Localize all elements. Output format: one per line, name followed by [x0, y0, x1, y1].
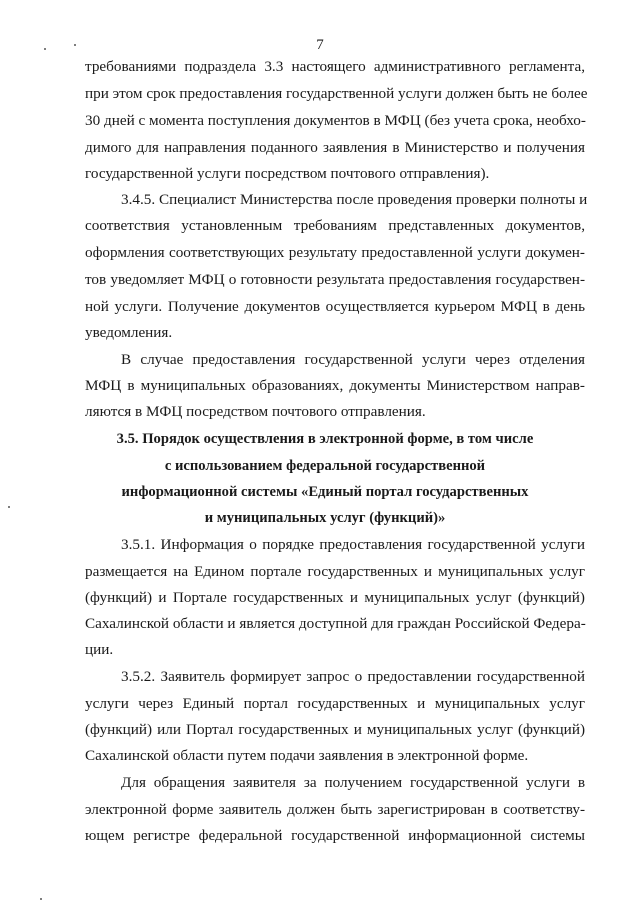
scan-speck — [8, 506, 10, 508]
text-line: требованиями подраздела 3.3 настоящего административного регламента, — [85, 58, 585, 75]
text-line: уведомления. — [85, 324, 173, 341]
text-line: ции. — [85, 641, 114, 658]
text-line: димого для направления поданного заявления в Министерство и получения — [85, 139, 585, 156]
text-line: Сахалинской области и является доступной для граждан Российской Федера- — [85, 615, 586, 632]
text-line: В случае предоставления государственной услуги через отделения — [121, 351, 585, 368]
text-line: государственной услуги посредством почтового отправления). — [85, 165, 490, 182]
text-line: при этом срок предоставления государственной услуги должен быть не более — [85, 85, 588, 102]
text-line: электронной форме заявитель должен быть зарегистрирован в соответству- — [85, 801, 585, 818]
scan-speck — [40, 898, 42, 900]
scan-speck — [44, 48, 46, 50]
section-heading-line: с использованием федеральной государственной — [164, 458, 486, 474]
text-line: ной услуги. Получение документов осуществляется курьером МФЦ в день — [85, 298, 585, 315]
text-line: соответствия установленным требованиям представленных документов, — [85, 217, 585, 234]
text-line: Сахалинской области путем подачи заявления в электронной форме. — [85, 747, 529, 764]
text-line: тов уведомляет МФЦ о готовности результата предоставления государствен- — [85, 271, 585, 288]
text-line: 3.5.1. Информация о порядке предоставления государственной услуги — [121, 536, 585, 553]
text-line: МФЦ в муниципальных образованиях, документы Министерством направ- — [85, 377, 585, 394]
text-line: ющем регистре федеральной государственной информационной системы — [85, 827, 585, 844]
section-heading-line: и муниципальных услуг (функций)» — [204, 510, 446, 526]
text-line: Для обращения заявителя за получением государственной услуги в — [121, 774, 585, 791]
section-heading-line: информационной системы «Единый портал государственных — [121, 484, 529, 500]
page-number: 7 — [316, 37, 324, 53]
scan-speck — [74, 44, 76, 46]
text-line: (функций) или Портал государственных и муниципальных услуг (функций) — [85, 721, 585, 738]
section-heading-line: 3.5. Порядок осуществления в электронной форме, в том числе — [116, 431, 534, 447]
text-line: оформления соответствующих результату предоставленной услуги докумен- — [85, 244, 585, 261]
text-line: 3.5.2. Заявитель формирует запрос о предоставлении государственной — [121, 668, 585, 685]
text-line: услуги через Единый портал государственных и муниципальных услуг — [85, 695, 585, 712]
text-line: 30 дней с момента поступления документов в МФЦ (без учета срока, необхо- — [85, 112, 586, 129]
text-line: ляются в МФЦ посредством почтового отправления. — [85, 403, 426, 420]
text-line: размещается на Едином портале государственных и муниципальных услуг — [85, 563, 585, 580]
text-line: (функций) и Портале государственных и муниципальных услуг (функций) — [85, 589, 585, 606]
text-line: 3.4.5. Специалист Министерства после проведения проверки полноты и — [121, 191, 588, 208]
